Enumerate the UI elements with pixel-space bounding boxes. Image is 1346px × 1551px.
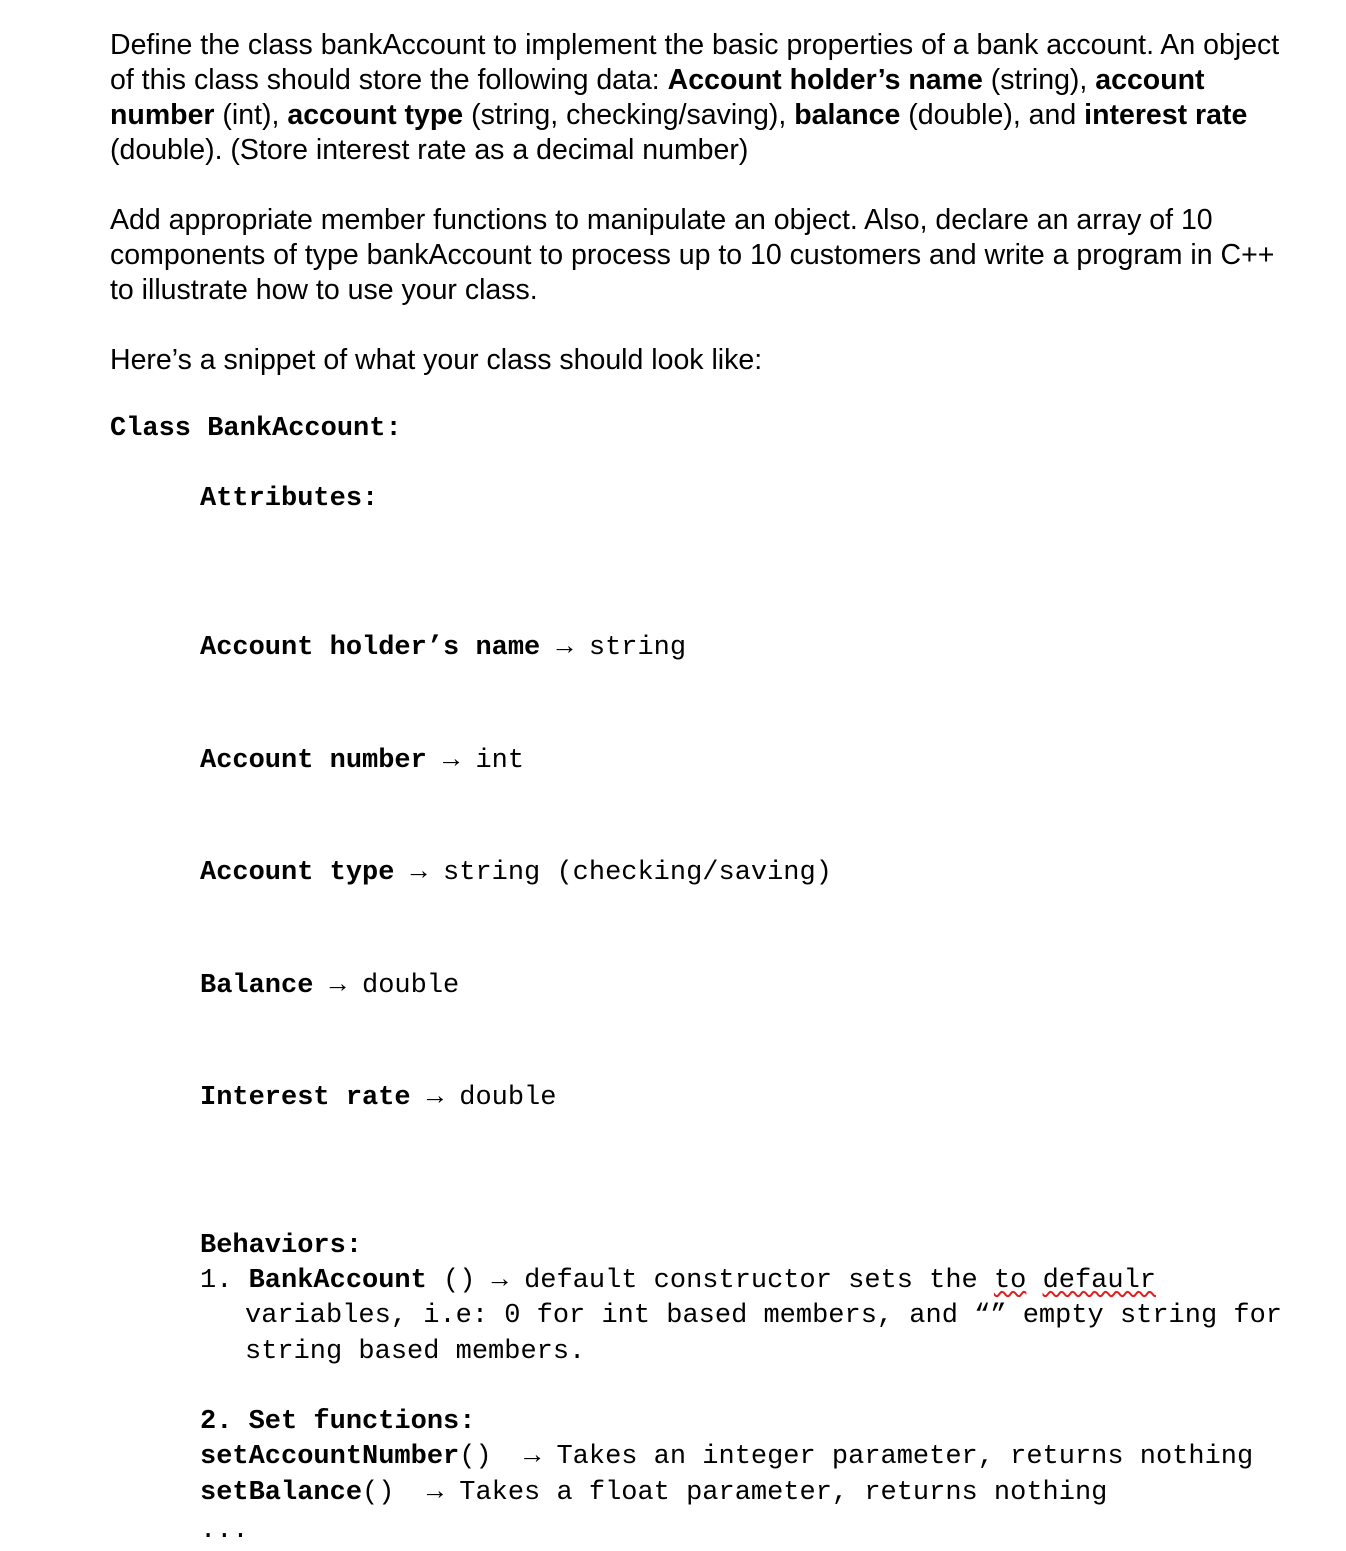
behaviors-heading	[200, 1228, 1290, 1264]
attribute-row	[200, 968, 1290, 1006]
bold-term-account-holder-name: Account holder’s name	[667, 64, 983, 96]
spellcheck-flagged-word: to	[993, 1265, 1027, 1296]
bold-term-balance: balance	[794, 99, 901, 131]
attribute-name: Balance	[200, 970, 314, 1001]
attribute-name: Account type	[200, 858, 395, 888]
function-name: setAccountNumber	[200, 1442, 460, 1472]
function-description: Takes a float parameter, returns nothing	[459, 1477, 1108, 1508]
attribute-name: Account holder’s name	[200, 633, 541, 663]
attribute-row	[200, 1080, 1290, 1118]
paragraph-member-functions: Add appropriate member functions to manipulate an object. Also, declare an array of 10 components of type bankAccount to process up to 10 customers and write a program in C++ to illustrate how to use your class.	[110, 204, 1275, 306]
text-run: (string, checking/saving),	[463, 99, 795, 131]
function-parens: ()	[459, 1442, 492, 1472]
text-run: (double), and	[900, 99, 1085, 131]
set-functions-number: 2.	[200, 1407, 233, 1437]
arrow-right-icon: →	[426, 1477, 444, 1508]
function-description: Takes an integer parameter, returns nothing	[556, 1442, 1254, 1472]
behavior-constructor	[200, 1264, 1290, 1371]
behavior-description-cont: variables, i.e: 0 for int based members, and “” empty string for string based members.	[245, 1301, 1282, 1367]
arrow-right-icon: →	[524, 1442, 541, 1472]
attribute-type: int	[475, 745, 525, 776]
bold-term-interest-rate: interest rate	[1084, 99, 1248, 131]
set-functions-title: Set functions:	[248, 1407, 476, 1437]
attribute-type: double	[459, 1083, 557, 1113]
paragraph-class-definition	[110, 28, 1290, 168]
class-title-text: Class BankAccount:	[110, 414, 402, 444]
arrow-right-icon: →	[556, 633, 573, 663]
function-name: setBalance	[200, 1477, 363, 1508]
document-body	[110, 28, 1290, 1551]
attribute-type: string (checking/saving)	[443, 858, 832, 888]
attribute-list	[200, 555, 1290, 1193]
set-function-item	[200, 1476, 1290, 1512]
attribute-row	[200, 855, 1290, 893]
attribute-name: Interest rate	[200, 1083, 411, 1113]
paragraph-snippet-intro: Here’s a snippet of what your class should look like:	[110, 344, 763, 376]
text-run: (string),	[982, 64, 1096, 96]
attributes-heading-text: Attributes:	[200, 484, 379, 514]
function-parens: ()	[362, 1477, 395, 1508]
behavior-name: BankAccount	[248, 1265, 427, 1296]
set-functions-heading	[200, 1404, 1290, 1440]
bold-term-account-number: account number	[110, 64, 1205, 131]
arrow-right-icon: →	[443, 745, 460, 776]
text-run: Define the class bankAccount to implement the basic properties of a bank account. An object of this class should store the following data:	[110, 29, 1280, 96]
behavior-description: default constructor sets the	[524, 1265, 994, 1296]
attribute-row	[200, 743, 1290, 781]
behavior-number: 1.	[200, 1265, 233, 1296]
arrow-right-icon: →	[426, 1083, 444, 1113]
class-body	[110, 481, 1290, 1551]
ellipsis: ...	[200, 1516, 249, 1546]
attribute-type: double	[362, 970, 460, 1001]
attribute-name: Account number	[200, 745, 427, 776]
attribute-row	[200, 630, 1290, 668]
attributes-heading	[200, 481, 1290, 517]
text-run: (double). (Store interest rate as a decimal number)	[110, 134, 749, 166]
class-title	[110, 411, 1290, 447]
behaviors-heading-text: Behaviors:	[200, 1230, 363, 1261]
set-function-item	[200, 1440, 1290, 1476]
text-run	[1026, 1266, 1042, 1296]
arrow-right-icon: →	[410, 858, 427, 888]
text-run: (int),	[214, 99, 288, 131]
behavior-parens: ()	[426, 1265, 476, 1296]
attribute-type: string	[588, 633, 687, 663]
bold-term-account-type: account type	[287, 99, 464, 131]
spellcheck-flagged-word: defaulr	[1042, 1265, 1156, 1296]
arrow-right-icon: →	[491, 1265, 508, 1296]
arrow-right-icon: →	[329, 970, 346, 1001]
